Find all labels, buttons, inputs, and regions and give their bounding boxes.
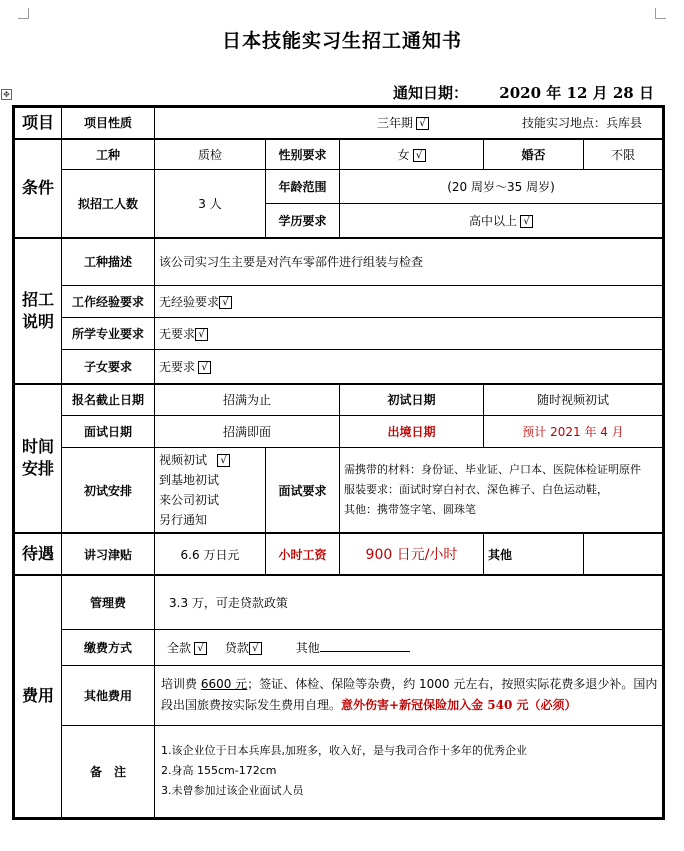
treatment-row bbox=[15, 533, 663, 575]
experience-value: 无经验要求 bbox=[159, 295, 220, 309]
other-fees-label: 其他费用 bbox=[62, 665, 155, 725]
children-label: 子女要求 bbox=[62, 350, 155, 384]
interview-requirements-label: 面试要求 bbox=[266, 448, 340, 534]
check-box[interactable]: √ bbox=[416, 117, 429, 130]
other-treatment-value bbox=[584, 533, 663, 575]
fees-row-4 bbox=[15, 725, 663, 817]
category-schedule: 时间安排 bbox=[15, 384, 62, 534]
category-conditions: 条件 bbox=[15, 139, 62, 238]
children-value: 无要求 bbox=[159, 359, 196, 374]
schedule-row-3 bbox=[15, 448, 663, 534]
experience-label: 工作经验要求 bbox=[62, 286, 155, 318]
fees-row-1 bbox=[15, 575, 663, 629]
job-type-value: 质检 bbox=[155, 139, 266, 170]
first-interview-label: 初试日期 bbox=[340, 384, 484, 416]
departure-date-value: 预计 2021 年 4 月 bbox=[484, 416, 663, 448]
payment-method-label: 缴费方式 bbox=[62, 629, 155, 665]
interview-date-label: 面试日期 bbox=[62, 416, 155, 448]
deadline-value: 招满为止 bbox=[155, 384, 340, 416]
project-term-value: 三年期 bbox=[376, 116, 413, 131]
page-corner-mark bbox=[655, 8, 666, 19]
remarks-value: 1.该企业位于日本兵库县,加班多，收入好，是与我司合作十多年的优秀企业 2.身高 155cm-172cm 3.未曾参加过该企业面试人员 bbox=[155, 725, 663, 817]
category-fees: 费用 bbox=[15, 575, 62, 817]
notice-date: 通知日期： 2020 年 12 月 28 日 bbox=[393, 84, 654, 102]
age-value: (20 周岁～35 周岁) bbox=[340, 170, 663, 204]
first-interview-value: 随时视频初试 bbox=[484, 384, 663, 416]
project-row bbox=[15, 108, 663, 139]
marriage-label: 婚否 bbox=[484, 139, 584, 170]
project-location: 技能实习地点：兵库县 bbox=[521, 116, 642, 131]
allowance-value: 6.6 万日元 bbox=[155, 533, 266, 575]
option-notice: 另行通知 bbox=[159, 513, 208, 527]
major-label: 所学专业要求 bbox=[62, 318, 155, 350]
category-project: 项目 bbox=[15, 108, 62, 139]
page-corner-mark bbox=[18, 8, 29, 19]
major-value: 无要求 bbox=[159, 327, 196, 341]
deadline-label: 报名截止日期 bbox=[62, 384, 155, 416]
check-box[interactable]: √ bbox=[198, 361, 211, 374]
project-nature-cell bbox=[155, 108, 663, 139]
check-box[interactable]: √ bbox=[413, 149, 426, 162]
check-box[interactable]: √ bbox=[520, 215, 533, 228]
conditions-row-1 bbox=[15, 139, 663, 170]
recruit-row-3 bbox=[15, 318, 663, 350]
fees-row-2 bbox=[15, 629, 663, 665]
hourly-wage-label: 小时工资 bbox=[266, 533, 340, 575]
check-box[interactable]: √ bbox=[249, 642, 262, 655]
check-box[interactable]: √ bbox=[219, 296, 232, 309]
category-treatment: 待遇 bbox=[15, 533, 62, 575]
first-arrangement-label: 初试安排 bbox=[62, 448, 155, 534]
recruit-row-4 bbox=[15, 350, 663, 384]
project-nature-label: 项目性质 bbox=[62, 108, 155, 139]
management-fee-value: 3.3 万，可走贷款政策 bbox=[155, 575, 663, 629]
recruit-row-1 bbox=[15, 238, 663, 286]
payment-method-cell bbox=[155, 629, 663, 665]
document-title: 日本技能实习生招工通知书 bbox=[221, 30, 462, 52]
job-desc-label: 工种描述 bbox=[62, 238, 155, 286]
children-cell bbox=[155, 350, 663, 384]
category-recruit: 招工说明 bbox=[15, 238, 62, 384]
management-fee-label: 管理费 bbox=[62, 575, 155, 629]
headcount-value: 3 人 bbox=[155, 170, 266, 238]
major-cell bbox=[155, 318, 663, 350]
interview-date-value: 招满即面 bbox=[155, 416, 340, 448]
education-cell bbox=[340, 204, 663, 238]
payment-full: 全款 bbox=[167, 640, 192, 655]
gender-label: 性别要求 bbox=[266, 139, 340, 170]
check-box[interactable]: √ bbox=[217, 454, 230, 467]
departure-date-label: 出境日期 bbox=[340, 416, 484, 448]
experience-cell bbox=[155, 286, 663, 318]
table-move-handle-icon[interactable]: ✥ bbox=[1, 89, 12, 100]
schedule-row-1 bbox=[15, 384, 663, 416]
job-type-label: 工种 bbox=[62, 139, 155, 170]
training-fee: 6600 元 bbox=[200, 677, 248, 691]
other-treatment-label: 其他 bbox=[484, 533, 584, 575]
interview-requirements-value: 需携带的材料：身份证、毕业证、户口本、医院体检证明原件 服装要求：面试时穿白衬衣、深色裤子、白色运动鞋， 其他：携带签字笔、圆珠笔 bbox=[340, 448, 663, 534]
hourly-wage-value: 900 日元/小时 bbox=[340, 533, 484, 575]
fees-row-3 bbox=[15, 665, 663, 725]
check-box[interactable]: √ bbox=[195, 328, 208, 341]
gender-value: 女 bbox=[397, 147, 410, 162]
option-base: 到基地初试 bbox=[159, 473, 220, 487]
recruit-row-2 bbox=[15, 286, 663, 318]
option-company: 来公司初试 bbox=[159, 493, 220, 507]
first-arrangement-options bbox=[155, 448, 266, 534]
option-video: 视频初试 √ bbox=[159, 450, 261, 470]
payment-other: 其他 bbox=[295, 640, 320, 655]
payment-loan: 贷款 bbox=[224, 640, 249, 655]
headcount-label: 拟招工人数 bbox=[62, 170, 155, 238]
payment-other-blank bbox=[320, 641, 410, 652]
conditions-row-2 bbox=[15, 170, 663, 204]
other-fees-value: 培训费 6600 元；签证、体检、保险等杂费，约 1000 元左右，按照实际花费多退少补。国内段出国旅费按实际发生费用自理。意外伤害+新冠保险加入金 540 元（必须） bbox=[155, 665, 663, 725]
gender-cell bbox=[340, 139, 484, 170]
recruitment-table bbox=[12, 105, 665, 820]
job-desc-value: 该公司实习生主要是对汽车零部件进行组装与检查 bbox=[155, 238, 663, 286]
schedule-row-2 bbox=[15, 416, 663, 448]
insurance-fee: 意外伤害+新冠保险加入金 540 元（必须） bbox=[341, 698, 577, 712]
education-label: 学历要求 bbox=[266, 204, 340, 238]
allowance-label: 讲习津贴 bbox=[62, 533, 155, 575]
check-box[interactable]: √ bbox=[194, 642, 207, 655]
age-label: 年龄范围 bbox=[266, 170, 340, 204]
education-value: 高中以上 bbox=[468, 213, 517, 228]
marriage-value: 不限 bbox=[584, 139, 663, 170]
remarks-label: 备 注 bbox=[62, 725, 155, 817]
